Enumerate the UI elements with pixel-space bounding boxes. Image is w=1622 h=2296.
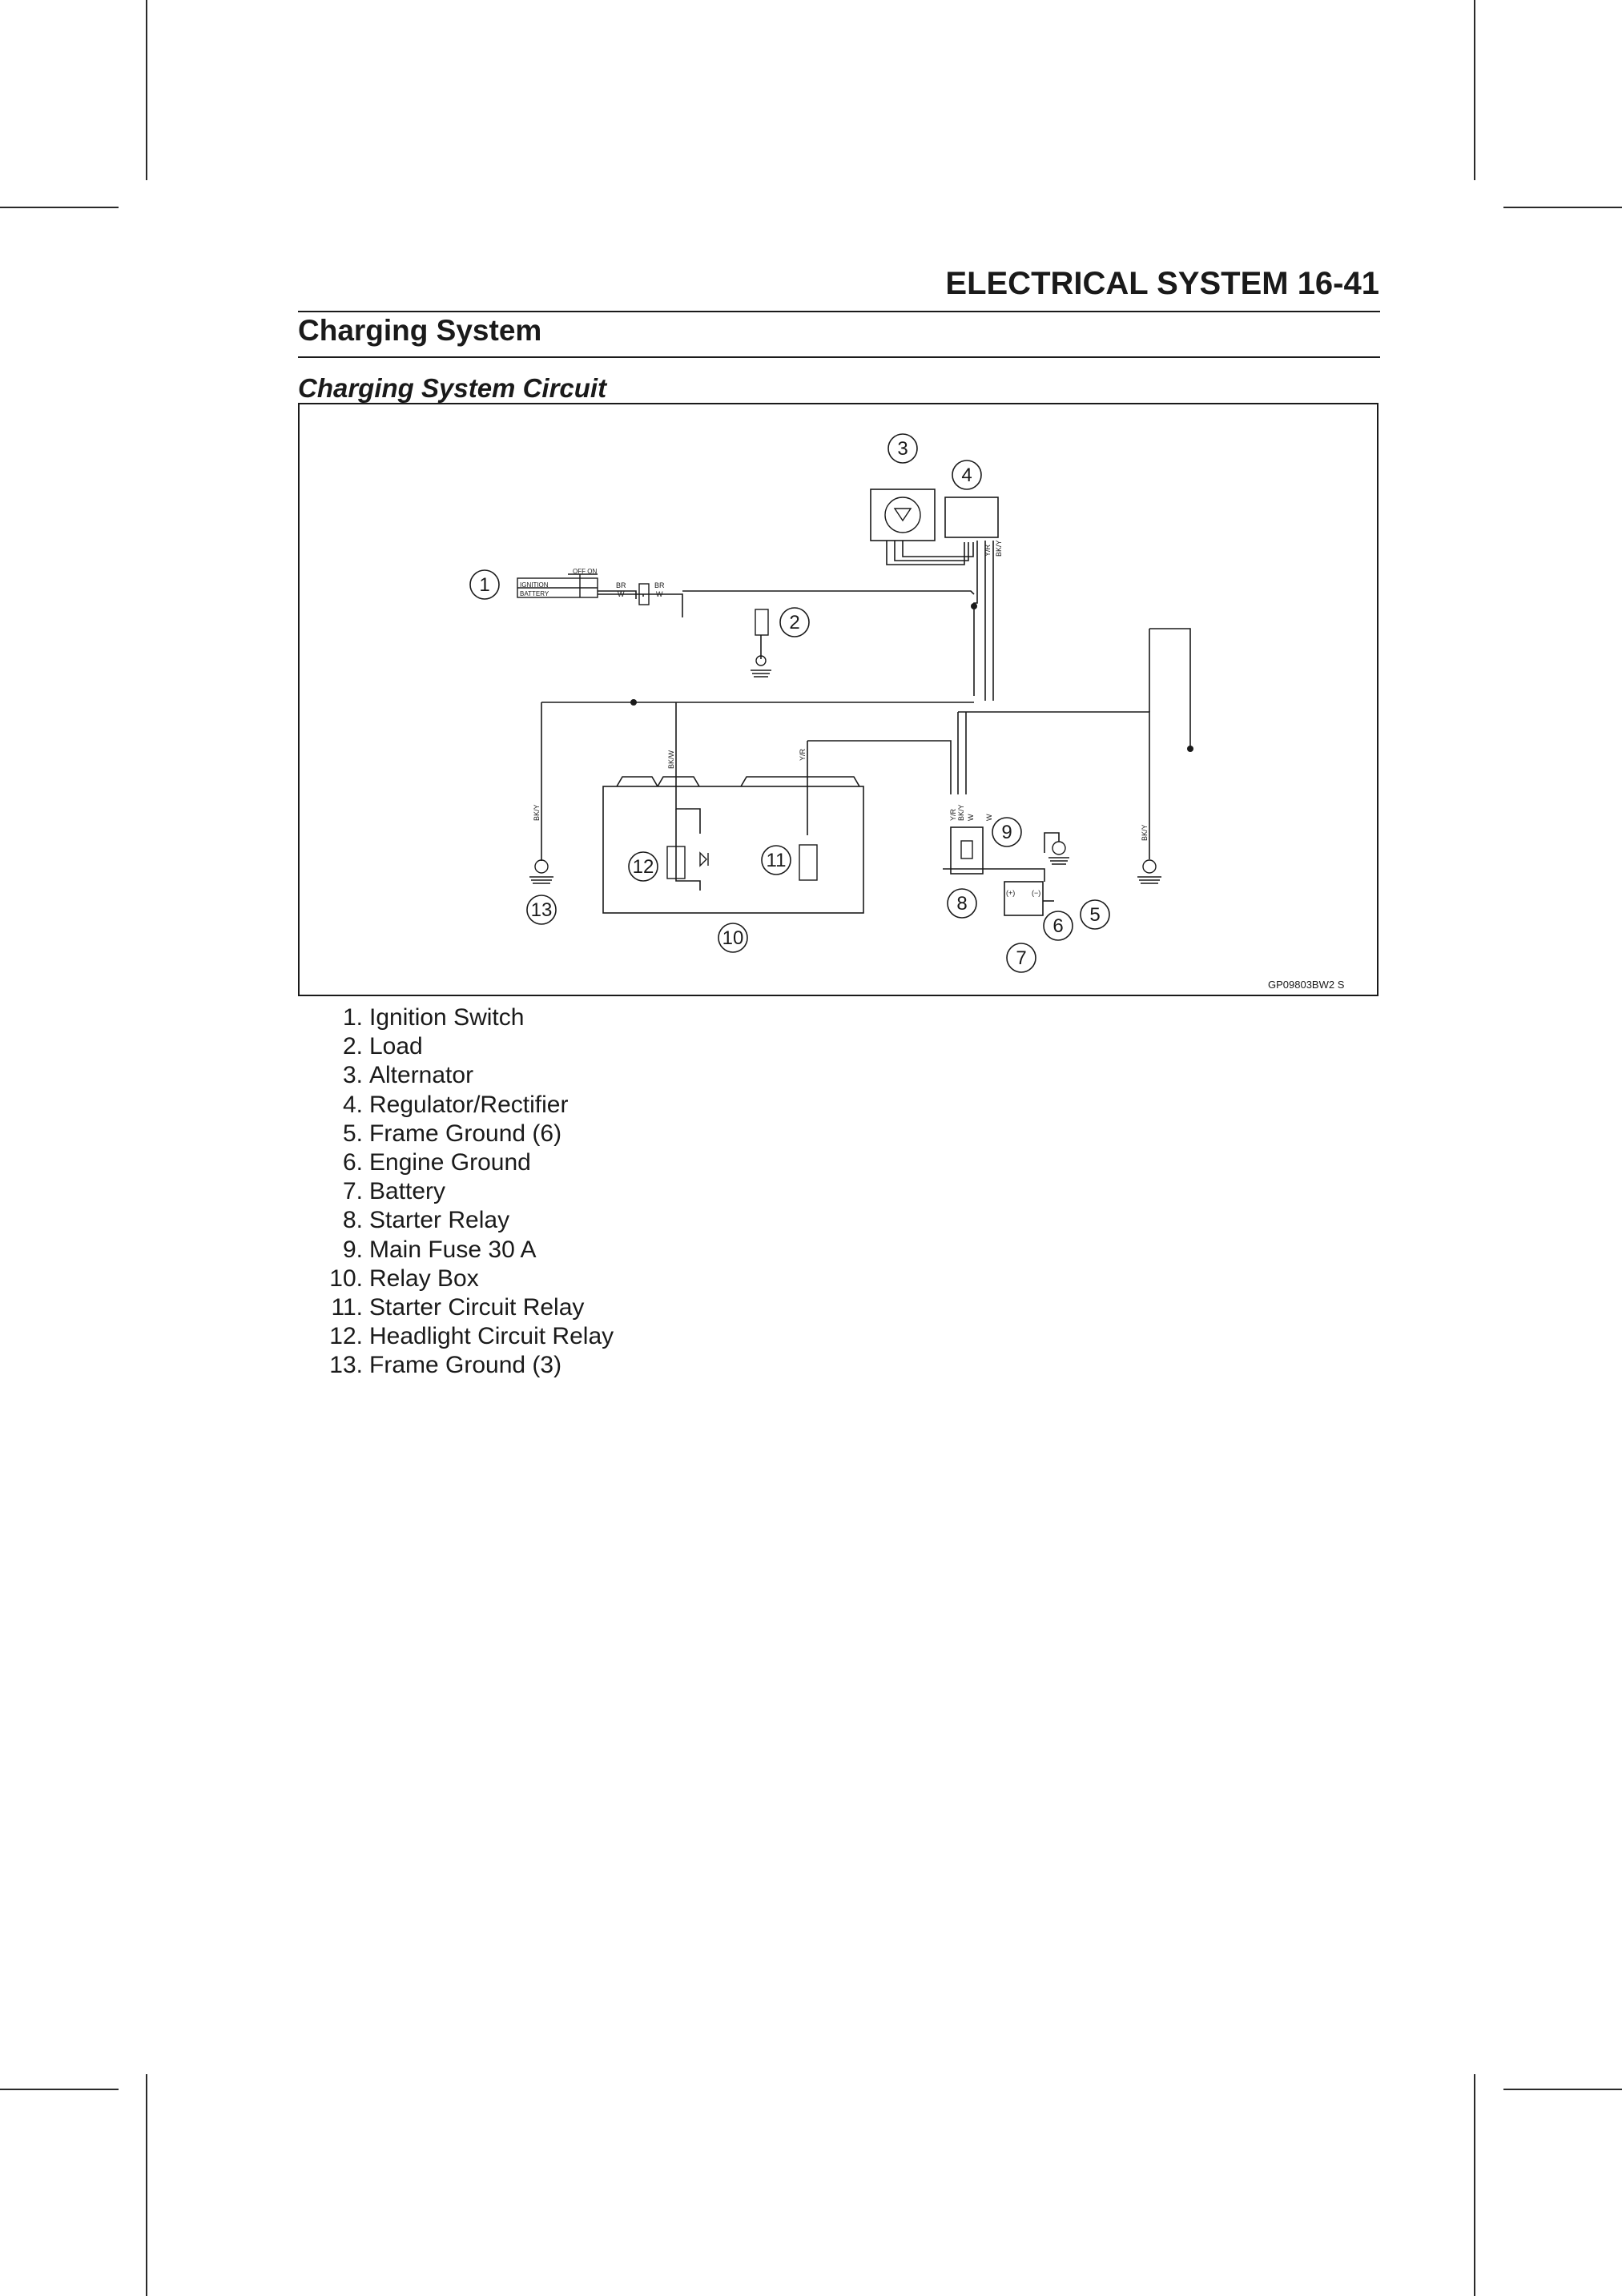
crop-mark (1474, 0, 1475, 180)
svg-text:BK/W: BK/W (667, 750, 675, 769)
svg-text:OFF ON: OFF ON (573, 568, 598, 575)
callout-number: 5 (1089, 904, 1101, 926)
legend-item (316, 1265, 614, 1293)
svg-text:Y/R: Y/R (949, 808, 957, 821)
svg-text:BK/Y: BK/Y (995, 540, 1003, 557)
svg-text:W: W (618, 590, 625, 598)
circuit-diagram-svg (300, 404, 1380, 998)
legend-number: 6. (342, 1149, 363, 1176)
legend-label: Headlight Circuit Relay (369, 1323, 614, 1350)
callout-number: 7 (1016, 947, 1027, 969)
legend-number: 5. (342, 1120, 363, 1147)
svg-text:BK/Y: BK/Y (957, 804, 965, 821)
callout-8 (948, 889, 976, 918)
legend-item (316, 1120, 614, 1148)
legend-number: 7. (342, 1178, 363, 1205)
callout-4 (952, 460, 981, 489)
crop-mark (0, 207, 119, 208)
legend-item (316, 1032, 614, 1061)
callout-3 (888, 434, 917, 463)
callout-13 (527, 895, 556, 924)
svg-text:Y/R: Y/R (984, 544, 992, 557)
callout-12 (629, 852, 658, 881)
legend-label: Battery (369, 1178, 446, 1205)
svg-text:IGNITION: IGNITION (520, 581, 549, 589)
crop-mark (0, 2089, 119, 2090)
legend-number: 9. (342, 1236, 363, 1263)
figure-code: GP09803BW2 S (1268, 979, 1345, 991)
legend-label: Engine Ground (369, 1149, 531, 1176)
callout-2 (780, 608, 809, 637)
svg-text:(−): (−) (1032, 889, 1041, 897)
callout-number: 11 (766, 850, 787, 871)
legend-item (316, 1293, 614, 1322)
legend-item (316, 1177, 614, 1206)
svg-text:(+): (+) (1006, 889, 1016, 897)
legend-item (316, 1003, 614, 1032)
legend-item (316, 1206, 614, 1235)
legend-label: Frame Ground (3) (369, 1352, 562, 1379)
svg-text:Y/R: Y/R (799, 748, 807, 761)
crop-mark (1503, 2089, 1622, 2090)
callout-number: 9 (1001, 822, 1012, 843)
callout-number: 8 (956, 893, 968, 915)
crop-mark (146, 2074, 147, 2296)
legend-label: Main Fuse 30 A (369, 1236, 537, 1263)
svg-text:W: W (967, 814, 975, 821)
header-rule (298, 311, 1380, 312)
callout-number: 6 (1052, 915, 1064, 937)
svg-text:BK/Y: BK/Y (533, 804, 541, 821)
legend-label: Ignition Switch (369, 1004, 525, 1031)
legend-number: 13. (329, 1352, 363, 1379)
svg-text:BR: BR (654, 581, 665, 589)
section-title: Charging System (298, 314, 542, 347)
callout-number: 4 (961, 464, 972, 486)
svg-text:W: W (985, 814, 993, 821)
legend-label: Starter Relay (369, 1207, 510, 1234)
page-header-title: ELECTRICAL SYSTEM 16-41 (945, 266, 1379, 301)
legend-list (316, 1003, 614, 1381)
legend-number: 2. (342, 1033, 363, 1060)
callout-6 (1044, 911, 1073, 940)
legend-item (316, 1061, 614, 1090)
callout-number: 1 (479, 574, 490, 596)
legend-item (316, 1351, 614, 1380)
legend-label: Load (369, 1033, 423, 1060)
legend-label: Frame Ground (6) (369, 1120, 562, 1147)
svg-text:BR: BR (616, 581, 626, 589)
junction-dots (630, 603, 1193, 752)
legend-label: Relay Box (369, 1265, 479, 1292)
callout-number: 2 (789, 612, 800, 633)
legend-item (316, 1322, 614, 1351)
ground-symbols (529, 656, 1161, 883)
callout-10 (718, 923, 747, 952)
legend-item (316, 1236, 614, 1265)
circuit-diagram (298, 403, 1378, 996)
svg-text:W: W (656, 590, 663, 598)
svg-text:BATTERY: BATTERY (520, 590, 549, 597)
figure-title: Charging System Circuit (298, 373, 607, 403)
wiring (541, 489, 1190, 915)
legend-number: 4. (342, 1091, 363, 1118)
crop-mark (1503, 207, 1622, 208)
crop-mark (1474, 2074, 1475, 2296)
component-symbols (517, 497, 972, 880)
legend-number: 11. (331, 1294, 363, 1321)
legend-number: 1. (342, 1004, 363, 1031)
legend-number: 3. (342, 1062, 363, 1089)
legend-number: 10. (329, 1265, 363, 1292)
legend-label: Starter Circuit Relay (369, 1294, 585, 1321)
callout-11 (762, 846, 791, 875)
svg-text:BK/Y: BK/Y (1141, 824, 1149, 841)
legend-label: Regulator/Rectifier (369, 1091, 569, 1118)
callout-1 (470, 570, 499, 599)
crop-mark (146, 0, 147, 180)
callout-number: 10 (722, 927, 744, 949)
legend-number: 8. (342, 1207, 363, 1234)
legend-label: Alternator (369, 1062, 474, 1089)
callout-9 (992, 818, 1021, 846)
legend-number: 12. (329, 1323, 363, 1350)
callout-7 (1007, 943, 1036, 972)
callout-number: 3 (897, 438, 908, 460)
section-rule (298, 356, 1380, 358)
callout-number: 12 (632, 856, 654, 878)
callout-number: 13 (530, 899, 553, 921)
legend-item (316, 1148, 614, 1177)
legend-item (316, 1091, 614, 1120)
callout-5 (1081, 900, 1109, 929)
